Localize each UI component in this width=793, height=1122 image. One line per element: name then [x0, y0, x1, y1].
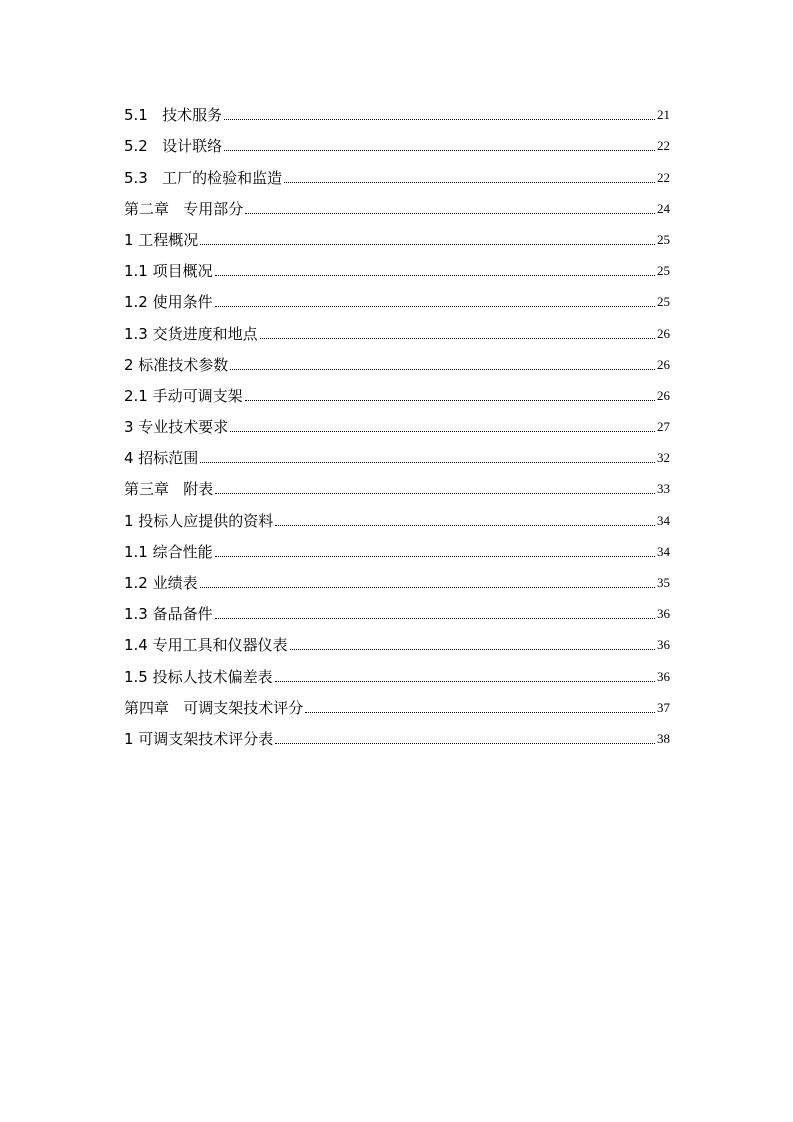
toc-entry-title: 1 投标人应提供的资料: [124, 511, 274, 530]
toc-entry[interactable]: [124, 375, 670, 406]
dot-leader: [200, 243, 655, 245]
toc-page-number: 21: [657, 107, 670, 123]
toc-entry[interactable]: [124, 219, 670, 250]
toc-entry-title: 3 专业技术要求: [124, 418, 229, 437]
toc-entry[interactable]: [124, 468, 670, 499]
table-of-contents: [124, 94, 670, 749]
toc-page-number: 35: [657, 575, 670, 590]
toc-page-number: 25: [657, 263, 670, 279]
toc-entry[interactable]: [124, 718, 670, 749]
toc-entry-title: 5.1 技术服务: [124, 106, 223, 125]
toc-page-number: 36: [657, 668, 670, 684]
toc-entry[interactable]: [124, 687, 670, 718]
dot-leader: [245, 399, 655, 401]
toc-page-number: 26: [657, 387, 670, 403]
dot-leader: [215, 274, 655, 276]
toc-entry[interactable]: [124, 655, 670, 686]
toc-page-number: 32: [657, 450, 670, 466]
toc-entry[interactable]: [124, 312, 670, 343]
toc-page-number: 38: [657, 730, 670, 746]
toc-entry[interactable]: [124, 156, 670, 187]
toc-entry-title: 2.1 手动可调支架: [124, 386, 243, 405]
toc-entry[interactable]: [124, 437, 670, 468]
toc-entry[interactable]: [124, 94, 670, 125]
toc-entry-title: 1.2 业绩表: [124, 574, 198, 592]
toc-entry-title: 第三章 附表: [124, 480, 214, 499]
toc-entry[interactable]: [124, 593, 670, 624]
dot-leader: [215, 617, 655, 619]
dot-leader: [275, 742, 655, 744]
dot-leader: [215, 305, 655, 307]
dot-leader: [215, 492, 655, 494]
toc-entry-title: 1.5 投标人技术偏差表: [124, 667, 273, 686]
toc-entry[interactable]: [124, 344, 670, 375]
dot-leader: [230, 430, 655, 432]
toc-entry-title: 1 可调支架技术评分表: [124, 729, 274, 748]
toc-entry[interactable]: [124, 562, 670, 593]
dot-leader: [305, 711, 655, 713]
toc-page-number: 25: [657, 294, 670, 310]
dot-leader: [284, 181, 655, 183]
dot-leader: [215, 555, 655, 557]
toc-entry-title: 4 招标范围: [124, 449, 199, 468]
dot-leader: [200, 461, 655, 463]
toc-page-number: 22: [657, 138, 670, 154]
toc-page-number: 36: [657, 606, 670, 622]
toc-entry[interactable]: [124, 531, 670, 562]
toc-entry-title: 第四章 可调支架技术评分: [124, 698, 304, 717]
toc-entry-title: 1.2 使用条件: [124, 293, 213, 312]
toc-entry[interactable]: [124, 499, 670, 530]
dot-leader: [224, 149, 655, 151]
toc-entry[interactable]: [124, 624, 670, 655]
dot-leader: [224, 118, 655, 120]
toc-entry[interactable]: [124, 188, 670, 219]
toc-page-number: 26: [657, 356, 670, 372]
toc-entry-title: 1.1 综合性能: [124, 542, 213, 561]
dot-leader: [200, 586, 655, 588]
toc-page-number: 24: [657, 200, 670, 216]
dot-leader: [290, 648, 655, 650]
dot-leader: [230, 368, 655, 370]
dot-leader: [275, 680, 655, 682]
toc-page-number: 26: [657, 325, 670, 341]
toc-page-number: 37: [657, 699, 670, 715]
toc-entry[interactable]: [124, 250, 670, 281]
toc-page-number: 34: [657, 543, 670, 559]
toc-entry[interactable]: [124, 281, 670, 312]
toc-entry-title: 1.3 备品备件: [124, 605, 213, 624]
toc-entry-title: 第二章 专用部分: [124, 199, 244, 218]
toc-entry-title: 1.1 项目概况: [124, 262, 213, 281]
toc-page-number: 22: [657, 169, 670, 185]
toc-page-number: 27: [657, 419, 670, 435]
toc-entry-title: 1.3 交货进度和地点: [124, 324, 258, 343]
toc-entry-title: 1 工程概况: [124, 230, 199, 249]
toc-entry-title: 1.4 专用工具和仪器仪表: [124, 636, 288, 655]
toc-entry-title: 5.2 设计联络: [124, 137, 223, 156]
toc-entry[interactable]: [124, 125, 670, 156]
toc-entry-title: 5.3 工厂的检验和监造: [124, 168, 283, 187]
toc-page-number: 25: [657, 231, 670, 247]
toc-entry[interactable]: [124, 406, 670, 437]
toc-page-number: 36: [657, 637, 670, 653]
dot-leader: [260, 337, 655, 339]
dot-leader: [245, 212, 655, 214]
toc-page-number: 33: [657, 481, 670, 497]
toc-page-number: 34: [657, 512, 670, 528]
toc-entry-title: 2 标准技术参数: [124, 355, 229, 374]
dot-leader: [275, 524, 655, 526]
